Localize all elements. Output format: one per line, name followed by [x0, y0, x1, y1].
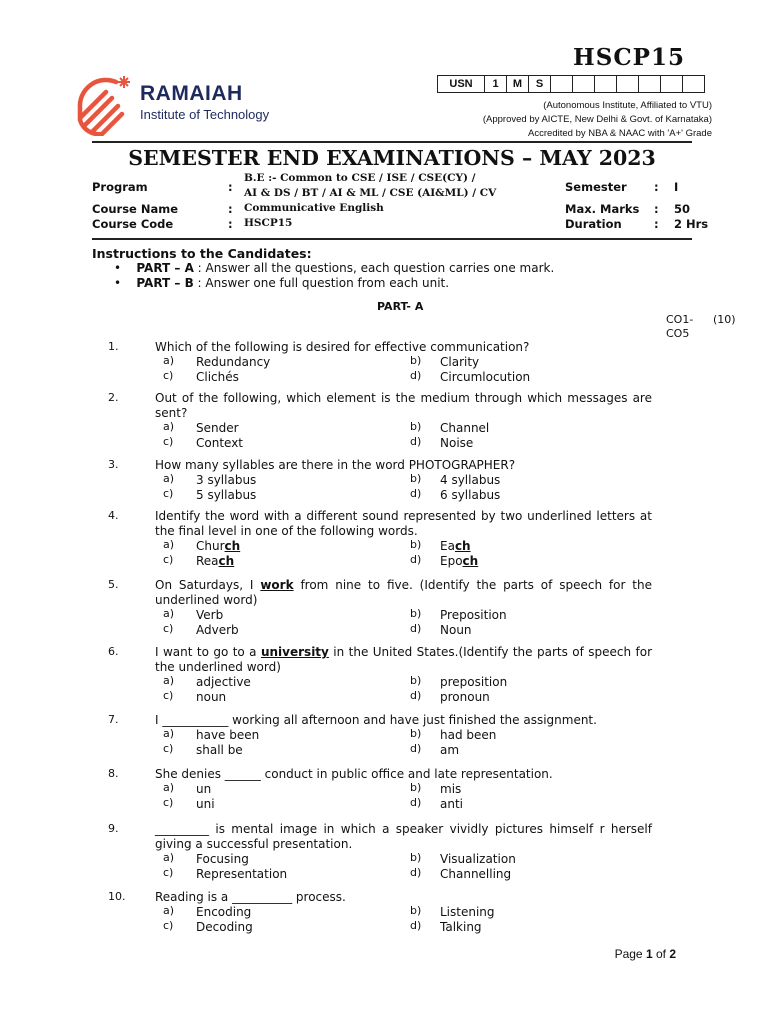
option-text-part: Preposition	[440, 608, 507, 622]
course-outcome-line: CO5	[666, 327, 690, 340]
question-number: 9.	[108, 822, 119, 835]
question-text	[155, 645, 652, 675]
option-text-part: 4 syllabus	[440, 473, 501, 487]
option-label: a)	[163, 727, 175, 740]
option-label: c)	[163, 866, 174, 879]
option-text-part: pronoun	[440, 690, 490, 704]
option-label: a)	[163, 538, 175, 551]
instruction-item	[114, 276, 449, 290]
instructions-heading: Instructions to the Candidates:	[92, 246, 312, 261]
option-label: d)	[410, 919, 422, 932]
option-label: d)	[410, 742, 422, 755]
option-text-part: shall be	[196, 743, 243, 757]
option-label: a)	[163, 472, 175, 485]
colon: :	[228, 217, 233, 231]
course-outcome	[666, 313, 693, 341]
question-number: 5.	[108, 578, 119, 591]
header-divider	[92, 141, 692, 143]
option-text	[196, 436, 243, 450]
option-text	[440, 728, 496, 742]
option-label: c)	[163, 622, 174, 635]
colon: :	[654, 202, 659, 216]
option-text	[440, 743, 459, 757]
affiliation-line: Accredited by NBA & NAAC with 'A+' Grade	[528, 128, 712, 139]
option-label: d)	[410, 435, 422, 448]
usn-cell	[573, 76, 595, 93]
option-label: c)	[163, 796, 174, 809]
option-text	[440, 852, 516, 866]
option-text-part: Listening	[440, 905, 495, 919]
page-total: 2	[669, 947, 676, 961]
option-text-part: Sender	[196, 421, 239, 435]
question-number: 4.	[108, 509, 119, 522]
bullet-icon: •	[114, 261, 137, 275]
question-number: 8.	[108, 767, 119, 780]
usn-box	[437, 75, 705, 93]
course-name-value: Communicative English	[244, 202, 384, 214]
option-label: b)	[410, 472, 422, 485]
instruction-part: PART – A	[136, 261, 194, 275]
program-value	[244, 171, 496, 201]
option-label: b)	[410, 420, 422, 433]
option-text	[440, 905, 495, 919]
usn-cell	[595, 76, 617, 93]
option-text	[440, 355, 479, 369]
option-label: b)	[410, 674, 422, 687]
meta-divider	[92, 238, 692, 240]
usn-label: USN	[438, 76, 485, 93]
option-text	[440, 623, 472, 637]
semester-label: Semester	[565, 180, 627, 194]
colon: :	[228, 202, 233, 216]
option-label: d)	[410, 487, 422, 500]
option-text	[440, 608, 507, 622]
question-number: 3.	[108, 458, 119, 471]
option-text	[196, 488, 256, 502]
option-text-part: noun	[196, 690, 227, 704]
usn-cell	[661, 76, 683, 93]
option-text-part: Redundancy	[196, 355, 271, 369]
course-code-header: HSCP15	[573, 44, 685, 71]
usn-cell: S	[529, 76, 551, 93]
instruction-item	[114, 261, 554, 275]
option-text-part: 6 syllabus	[440, 488, 501, 502]
option-text-part: Epo	[440, 554, 463, 568]
section-marks: (10)	[713, 313, 736, 326]
usn-cell	[617, 76, 639, 93]
option-text-part: Rea	[196, 554, 219, 568]
option-text-part: Noun	[440, 623, 472, 637]
option-label: b)	[410, 781, 422, 794]
option-label: d)	[410, 622, 422, 635]
option-label: c)	[163, 742, 174, 755]
usn-cell	[551, 76, 573, 93]
option-text	[440, 867, 511, 881]
affiliation-block	[483, 99, 712, 141]
option-label: d)	[410, 553, 422, 566]
question-text-part: in the United States.(Identify the parts of speech for the underlined word)	[155, 645, 653, 674]
option-label: a)	[163, 354, 175, 367]
option-text	[196, 782, 211, 796]
underlined-letters: ch	[218, 554, 235, 568]
option-text	[196, 852, 249, 866]
question-text	[155, 509, 652, 539]
option-label: c)	[163, 553, 174, 566]
option-text	[440, 488, 500, 502]
option-text-part: mis	[440, 782, 462, 796]
option-text-part: Verb	[196, 608, 224, 622]
option-text	[196, 421, 239, 435]
option-text-part: Focusing	[196, 852, 249, 866]
question-text	[155, 822, 652, 852]
option-text-part: Visualization	[440, 852, 516, 866]
option-text	[196, 554, 234, 568]
program-value-line: AI & DS / BT / AI & ML / CSE (AI&ML) / CV	[244, 187, 497, 199]
option-text	[440, 539, 471, 553]
course-code-label: Course Code	[92, 217, 174, 231]
question-number: 7.	[108, 713, 119, 726]
option-text-part: un	[196, 782, 212, 796]
option-text	[196, 728, 259, 742]
option-text-part: 3 syllabus	[196, 473, 257, 487]
colon: :	[654, 217, 659, 231]
course-outcome-line: CO1-	[666, 313, 694, 326]
option-text	[196, 920, 253, 934]
max-marks-label: Max. Marks	[565, 202, 640, 216]
question-text-part: I ___________ working all afternoon and have just finished the assignment.	[155, 713, 597, 727]
duration-label: Duration	[565, 217, 622, 231]
option-text	[440, 782, 461, 796]
underlined-letters: ch	[224, 539, 241, 553]
option-text-part: have been	[196, 728, 260, 742]
option-text	[440, 370, 530, 384]
question-text-part: How many syllables are there in the word PHOTOGRAPHER?	[155, 458, 516, 472]
question-text	[155, 890, 652, 905]
colon: :	[228, 180, 233, 194]
option-text-part: uni	[196, 797, 215, 811]
option-label: b)	[410, 354, 422, 367]
question-text-part: Out of the following, which element is the medium through which messages are sent?	[155, 391, 652, 420]
instruction-text: : Answer one full question from each unit.	[193, 276, 450, 290]
question-text-part: I want to go to a	[155, 645, 261, 659]
option-text	[196, 623, 239, 637]
option-label: a)	[163, 904, 175, 917]
option-label: c)	[163, 919, 174, 932]
option-text	[440, 436, 473, 450]
option-label: a)	[163, 781, 175, 794]
option-text	[196, 867, 287, 881]
question-text	[155, 340, 652, 355]
question-text-part: Reading is a __________ process.	[155, 890, 346, 904]
option-text-part: Representation	[196, 867, 288, 881]
usn-cell	[639, 76, 661, 93]
course-name-label: Course Name	[92, 202, 179, 216]
option-label: a)	[163, 674, 175, 687]
option-text	[196, 797, 215, 811]
option-text-part: Ea	[440, 539, 455, 553]
question-text-part: She denies ______ conduct in public office and late representation.	[155, 767, 553, 781]
program-label: Program	[92, 180, 148, 194]
question-number: 10.	[108, 890, 126, 903]
option-text-part: Clarity	[440, 355, 480, 369]
option-text	[440, 690, 490, 704]
institute-name: RAMAIAH	[140, 82, 243, 105]
question-text-part: Which of the following is desired for effective communication?	[155, 340, 530, 354]
option-label: b)	[410, 607, 422, 620]
max-marks-value: 50	[674, 202, 691, 216]
option-text	[440, 473, 500, 487]
option-label: c)	[163, 369, 174, 382]
option-label: c)	[163, 435, 174, 448]
institute-subtitle: Institute of Technology	[140, 107, 270, 122]
of-word: of	[652, 947, 670, 961]
colon: :	[654, 180, 659, 194]
option-text	[196, 905, 251, 919]
option-label: d)	[410, 369, 422, 382]
question-text	[155, 713, 652, 728]
option-label: c)	[163, 487, 174, 500]
option-text	[440, 554, 478, 568]
option-label: b)	[410, 904, 422, 917]
affiliation-line: (Autonomous Institute, Affiliated to VTU)	[543, 100, 712, 111]
underlined-word: work	[260, 578, 294, 592]
option-label: d)	[410, 866, 422, 879]
option-label: a)	[163, 851, 175, 864]
option-text	[196, 355, 270, 369]
option-label: b)	[410, 538, 422, 551]
option-text-part: 5 syllabus	[196, 488, 257, 502]
option-text-part: Talking	[440, 920, 482, 934]
underlined-letters: ch	[454, 539, 471, 553]
question-text	[155, 458, 652, 473]
page-word: Page	[614, 947, 646, 961]
option-text-part: anti	[440, 797, 463, 811]
option-text	[440, 421, 489, 435]
page-number	[615, 947, 676, 961]
question-text	[155, 578, 652, 608]
question-number: 1.	[108, 340, 119, 353]
usn-cell: 1	[485, 76, 507, 93]
option-text	[196, 370, 239, 384]
option-text	[196, 743, 243, 757]
option-text-part: Chur	[196, 539, 225, 553]
option-label: a)	[163, 607, 175, 620]
option-text-part: Context	[196, 436, 244, 450]
underlined-letters: ch	[462, 554, 479, 568]
option-text	[196, 473, 256, 487]
option-text-part: Noise	[440, 436, 474, 450]
option-text-part: Encoding	[196, 905, 252, 919]
instruction-part: PART – B	[136, 276, 194, 290]
option-text	[440, 797, 463, 811]
affiliation-line: (Approved by AICTE, New Delhi & Govt. of Karnataka)	[482, 114, 712, 125]
option-text-part: Clichés	[196, 370, 239, 384]
page-current: 1	[645, 947, 653, 961]
semester-value: I	[674, 180, 679, 194]
course-code-value: HSCP15	[244, 217, 293, 229]
part-a-heading: PART- A	[377, 300, 424, 313]
question-text-part: _________ is mental image in which a speaker vividly pictures himself r herself giving a successful presentation.	[155, 822, 652, 851]
option-text-part: preposition	[440, 675, 508, 689]
option-text-part: Channel	[440, 421, 490, 435]
option-text-part: adjective	[196, 675, 251, 689]
question-text	[155, 391, 652, 421]
duration-value: 2 Hrs	[674, 217, 709, 231]
underlined-word: university	[260, 645, 329, 659]
program-value-line: B.E :- Common to CSE / ISE / CSE(CY) /	[244, 172, 476, 184]
bullet-icon: •	[114, 276, 137, 290]
option-text-part: had been	[440, 728, 497, 742]
option-text	[440, 675, 507, 689]
instruction-text: : Answer all the questions, each question carries one mark.	[193, 261, 555, 275]
option-text-part: Adverb	[196, 623, 239, 637]
usn-cell	[683, 76, 705, 93]
option-text	[196, 608, 223, 622]
question-number: 2.	[108, 391, 119, 404]
question-text-part: from nine to five. (Identify the parts of speech for the underlined word)	[155, 578, 652, 607]
option-text-part: Channelling	[440, 867, 512, 881]
question-text	[155, 767, 652, 782]
option-text	[440, 920, 482, 934]
option-label: d)	[410, 796, 422, 809]
usn-cell: M	[507, 76, 529, 93]
option-label: a)	[163, 420, 175, 433]
institute-logo-icon	[76, 74, 134, 136]
question-number: 6.	[108, 645, 119, 658]
option-label: d)	[410, 689, 422, 702]
option-text	[196, 690, 226, 704]
option-text-part: am	[440, 743, 460, 757]
question-text-part: On Saturdays, I	[155, 578, 261, 592]
exam-title: SEMESTER END EXAMINATIONS – MAY 2023	[128, 146, 656, 170]
option-text	[196, 675, 251, 689]
option-text	[196, 539, 240, 553]
question-text-part: Identify the word with a different sound represented by two underlined letters at the final level in one of the following words.	[155, 509, 652, 538]
option-text-part: Circumlocution	[440, 370, 531, 384]
option-label: b)	[410, 727, 422, 740]
option-label: c)	[163, 689, 174, 702]
option-text-part: Decoding	[196, 920, 253, 934]
option-label: b)	[410, 851, 422, 864]
